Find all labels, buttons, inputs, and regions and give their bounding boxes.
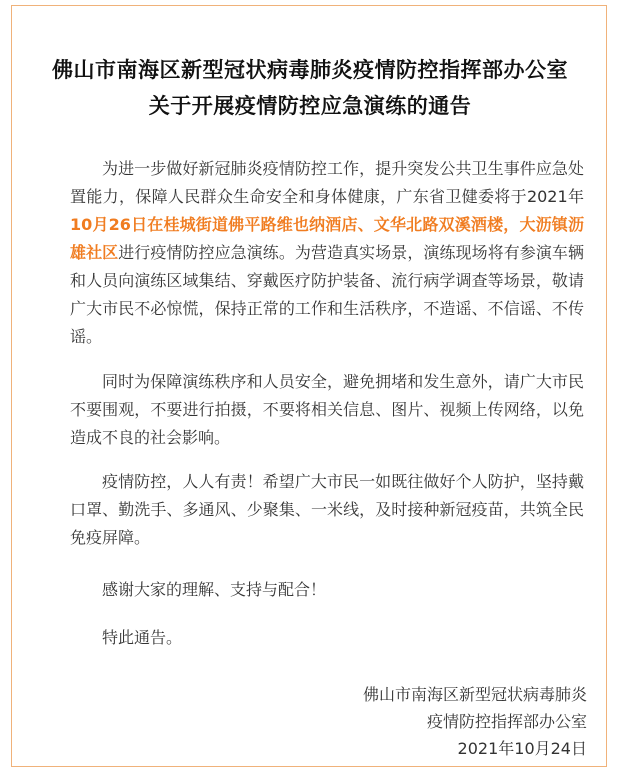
paragraph-1-text-a: 为进一步做好新冠肺炎疫情防控工作，提升突发公共卫生事件应急处置能力，保障人民群众生命安全和身体健康，广东省卫健委将于2021年 (70, 159, 584, 206)
paragraph-1-text-b: 进行疫情防控应急演练。为营造真实场景，演练现场将有参演车辆和人员向演练区域集结、穿戴医疗防护装备、流行病学调查等场景，敬请广大市民不必惊慌，保持正常的工作和生活秩序，不造谣、不信谣、不传谣。 (70, 243, 584, 346)
paragraph-closing: 特此通告。 (102, 628, 183, 647)
signature-date: 2021年10月24日 (457, 739, 587, 758)
paragraph-thanks: 感谢大家的理解、支持与配合！ (102, 580, 327, 599)
paragraph-personal-protection: 疫情防控，人人有责！希望广大市民一如既往做好个人防护，坚持戴口罩、勤洗手、多通风、少聚集、一米线，及时接种新冠疫苗，共筑全民免疫屏障。 (70, 472, 584, 547)
notice-title-line-2: 关于开展疫情防控应急演练的通告 (148, 94, 472, 118)
notice-title-line-1: 佛山市南海区新型冠状病毒肺炎疫情防控指挥部办公室 (52, 58, 568, 82)
paragraph-no-onlookers: 同时为保障演练秩序和人员安全，避免拥堵和发生意外，请广大市民不要围观，不要进行拍摄，不要将相关信息、图片、视频上传网络，以免造成不良的社会影响。 (70, 372, 584, 447)
signature-org-line-2: 疫情防控指挥部办公室 (426, 712, 587, 731)
signature-org-line-1: 佛山市南海区新型冠状病毒肺炎 (362, 685, 587, 704)
highlighted-drill-locations: 10月26日在桂城街道佛平路维也纳酒店、文华北路双溪酒楼，大沥镇沥雄社区 (70, 215, 584, 262)
paragraph-drill-announcement (70, 155, 584, 351)
